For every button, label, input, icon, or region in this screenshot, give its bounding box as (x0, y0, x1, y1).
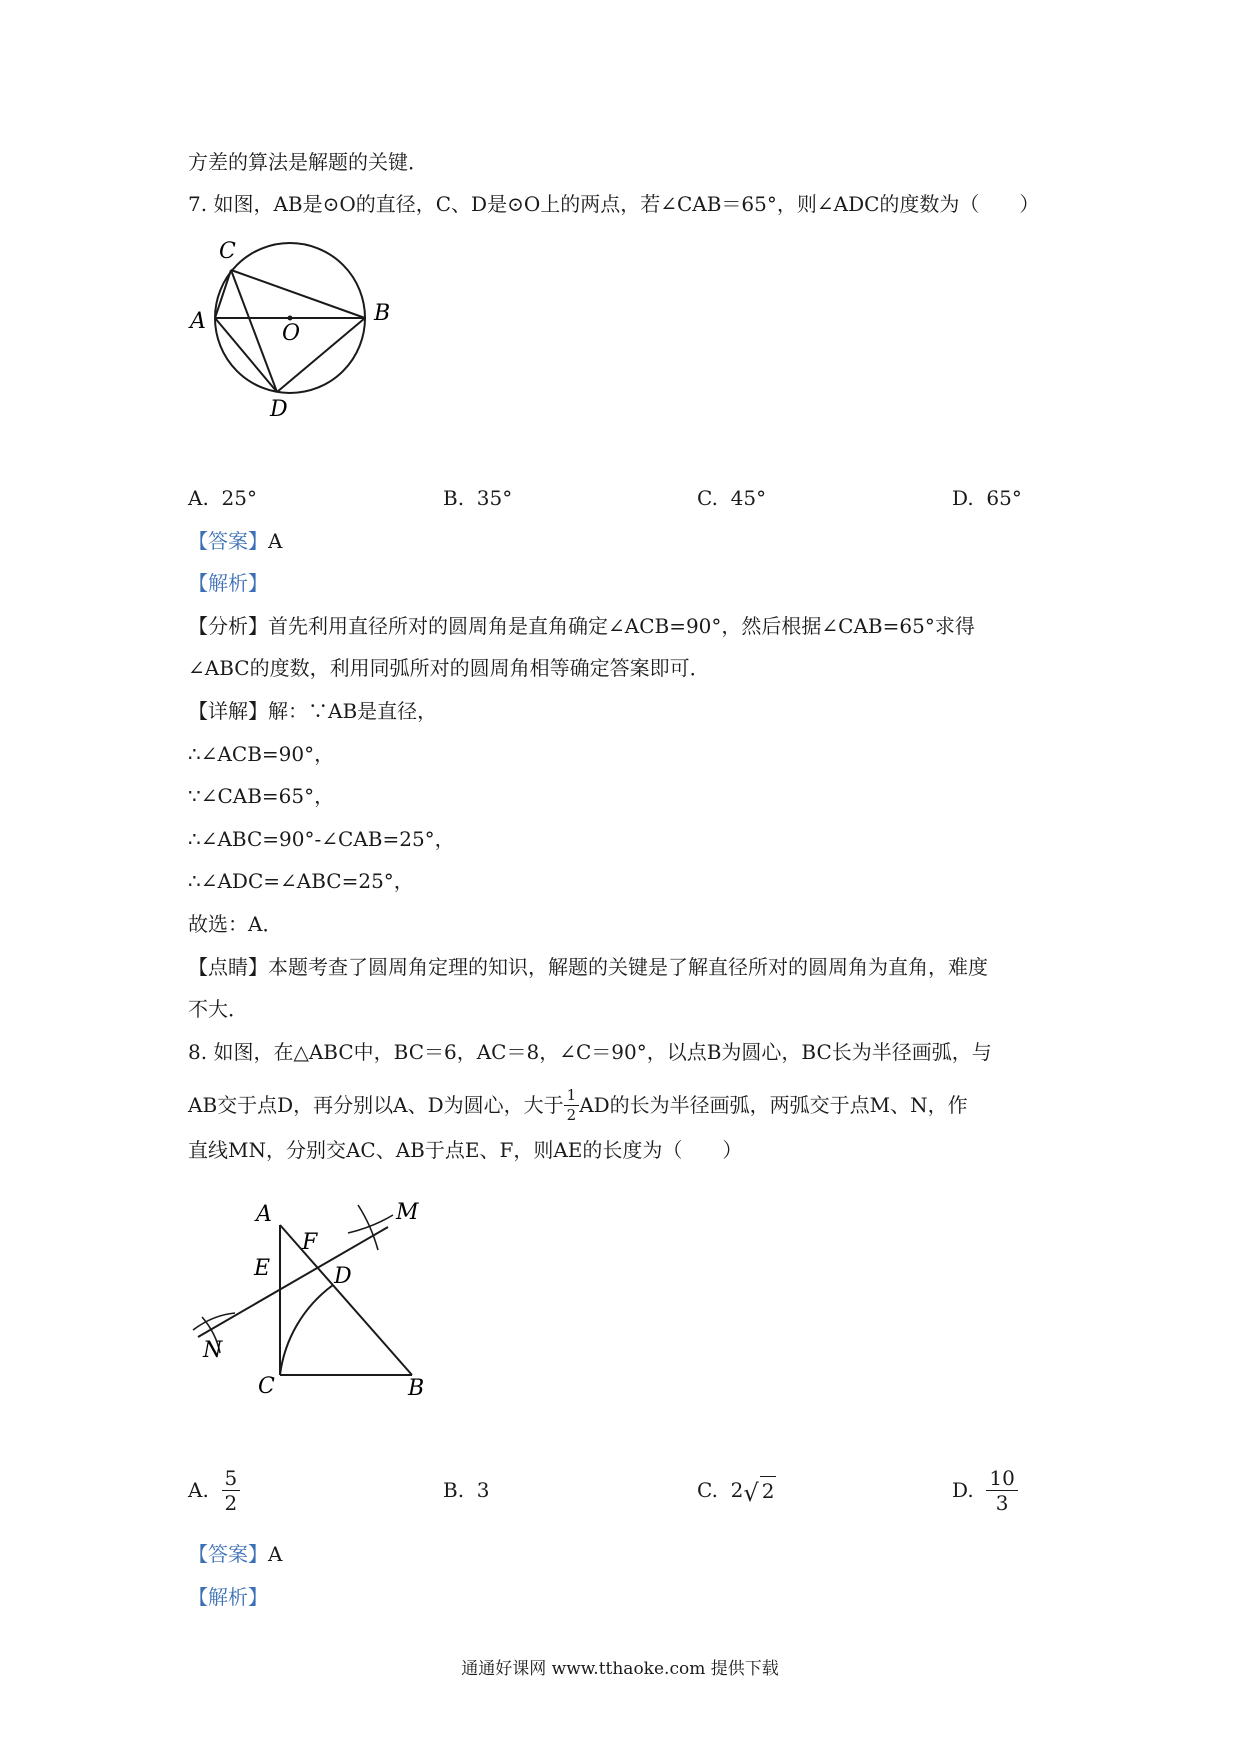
label-b: B (408, 1376, 425, 1401)
fenxi-text: 首先利用直径所对的圆周角是直角确定∠ACB=90°，然后根据∠CAB=65°求得 (268, 614, 975, 638)
q8-stem-line-1: 8. 如图，在△ABC中，BC＝6，AC＝8，∠C＝90°，以点B为圆心，BC长为半径画弧，与 (188, 1040, 992, 1064)
label-a: A (190, 309, 206, 334)
segment-cd (231, 270, 277, 392)
option-letter: A. (188, 1478, 209, 1502)
page-footer: 通通好课网 www.tthaoke.com 提供下载 (461, 1659, 779, 1679)
q8-option-b (443, 1460, 490, 1520)
q7-step-2: ∵∠CAB=65°， (188, 784, 335, 808)
line-mn (198, 1227, 388, 1337)
label-d: D (270, 397, 288, 418)
intro-line: 方差的算法是解题的关键． (188, 150, 428, 174)
label-c: C (219, 239, 236, 264)
option-value: 65° (986, 486, 1022, 510)
dianjing-text: 本题考查了圆周角定理的知识，解题的关键是了解直径所对的圆周角为直角，难度 (268, 955, 988, 979)
option-value: 45° (730, 486, 767, 510)
fraction-denominator: 3 (995, 1490, 1009, 1515)
q8-option-c (697, 1460, 776, 1520)
q7-analysis-tag: 【解析】 (188, 571, 268, 595)
q7-step-3: ∴∠ABC=90°-∠CAB=25°， (188, 827, 455, 851)
answer-value: A (268, 1542, 283, 1566)
answer-value: A (268, 529, 283, 553)
segment-cb (231, 270, 365, 318)
option-letter: A. (188, 486, 209, 510)
option-coefficient: 2 (730, 1478, 744, 1502)
fraction-denominator: 2 (224, 1490, 238, 1515)
half-fraction (564, 1085, 580, 1124)
option-letter: D. (952, 486, 974, 510)
answer-tag: 【答案】 (188, 529, 268, 553)
q7-step-1: ∴∠ACB=90°， (188, 742, 335, 766)
q8-stem-line-2 (188, 1080, 968, 1130)
q8-answer (188, 1540, 282, 1568)
stem-text-b: AD的长为半径画弧，两弧交于点M、N，作 (579, 1093, 968, 1117)
dianjing-tag: 【点睛】 (188, 955, 268, 979)
q8-stem-line-3: 直线MN，分别交AC、AB于点E、F，则AE的长度为（ ） (188, 1138, 743, 1162)
q7-step-4: ∴∠ADC=∠ABC=25°， (188, 869, 414, 893)
option-letter: D. (952, 1478, 974, 1502)
option-a-fraction (222, 1465, 241, 1515)
label-m: M (396, 1200, 419, 1225)
q8-option-a (188, 1460, 240, 1520)
fraction-denominator: 2 (566, 1105, 577, 1124)
arc-cd (280, 1285, 333, 1375)
q7-dianjing-line-2: 不大． (188, 997, 248, 1021)
option-letter: C. (697, 1478, 718, 1502)
fraction-numerator: 10 (986, 1468, 1017, 1491)
option-value: 3 (476, 1478, 490, 1502)
q7-circle-figure (180, 228, 400, 418)
q7-stem: 7. 如图，AB是⊙O的直径，C、D是⊙O上的两点，若∠CAB＝65°，则∠ADC的度数为（ ） (188, 192, 1040, 216)
label-b: B (374, 301, 391, 326)
q7-fenxi-line-1 (188, 612, 975, 640)
segment-ac (215, 270, 231, 318)
option-d-fraction (986, 1465, 1017, 1515)
segment-ab (280, 1225, 412, 1375)
label-c: C (258, 1374, 275, 1399)
fenxi-tag: 【分析】 (188, 614, 268, 638)
q7-option-d (952, 484, 1022, 512)
answer-tag: 【答案】 (188, 1542, 268, 1566)
q8-analysis-tag: 【解析】 (188, 1585, 268, 1609)
label-o: O (282, 321, 301, 346)
label-n: N (203, 1338, 223, 1363)
q7-step-5: 故选：A． (188, 912, 283, 936)
sqrt-icon: √ (743, 1478, 759, 1507)
label-e: E (254, 1256, 271, 1281)
option-value: 25° (221, 486, 257, 510)
q7-option-c (697, 484, 766, 512)
center-point (288, 316, 293, 321)
option-value: 35° (476, 486, 513, 510)
q7-fenxi-line-2: ∠ABC的度数，利用同弧所对的圆周角相等确定答案即可． (188, 656, 710, 680)
sqrt-expression (743, 1476, 776, 1505)
q7-dianjing-line-1 (188, 953, 988, 981)
fraction-numerator: 1 (564, 1088, 580, 1106)
stem-text-a: AB交于点D，再分别以A、D为圆心，大于 (188, 1093, 564, 1117)
xiangjie-text: 解：∵AB是直径， (268, 699, 438, 723)
q7-option-b (443, 484, 512, 512)
label-d: D (334, 1264, 352, 1289)
option-letter: C. (697, 486, 718, 510)
option-letter: B. (443, 486, 465, 510)
q7-answer (188, 527, 282, 555)
radicand: 2 (760, 1476, 777, 1505)
label-f: F (302, 1230, 318, 1255)
q8-option-d (952, 1460, 1018, 1520)
q7-xiangjie-line (188, 697, 437, 725)
option-letter: B. (443, 1478, 465, 1502)
q8-triangle-figure (188, 1175, 438, 1405)
fraction-numerator: 5 (222, 1468, 241, 1491)
label-a: A (256, 1202, 272, 1227)
q7-option-a (188, 484, 257, 512)
xiangjie-tag: 【详解】 (188, 699, 268, 723)
